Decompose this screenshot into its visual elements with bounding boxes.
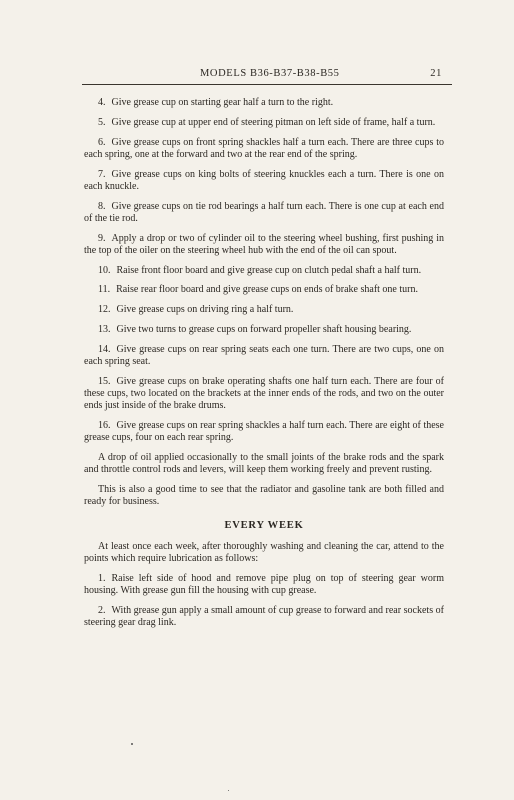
running-header	[82, 68, 452, 82]
item-number: 1.	[98, 572, 106, 584]
item-number: 15.	[98, 375, 111, 387]
list-item	[84, 137, 444, 161]
list-item	[84, 169, 444, 193]
item-text: Give grease cups on driving ring a half turn.	[116, 304, 294, 316]
item-number: 8.	[98, 200, 106, 212]
list-item	[84, 324, 444, 336]
note-oil-paragraph: A drop of oil applied occasionally to the small joints of the brake rods and the spark and throttle control rods and levers, will keep them working freely and prevent rusting.	[84, 451, 444, 476]
page-number: 21	[430, 68, 442, 79]
item-text: Give grease cups on rear spring shackles a half turn each. There are eight of these grease cups, four on each rear spring.	[84, 419, 444, 444]
item-text: With grease gun apply a small amount of cup grease to forward and rear sockets of steering gear drag link.	[84, 604, 444, 628]
paper-speck	[228, 790, 229, 791]
header-title: MODELS B36-B37-B38-B55	[200, 68, 340, 79]
list-item	[84, 304, 444, 316]
note-tanks-paragraph: This is also a good time to see that the radiator and gasoline tank are both filled and ready for business.	[84, 483, 444, 508]
item-number: 12.	[98, 304, 111, 316]
page-body	[84, 97, 444, 637]
item-number: 7.	[98, 168, 106, 180]
item-text: Raise front floor board and give grease cup on clutch pedal shaft a half turn.	[116, 264, 422, 276]
item-text: Raise left side of hood and remove pipe plug on top of steering gear worm housing. With grease gun fill the housing with cup grease.	[84, 572, 444, 596]
list-item	[84, 344, 444, 368]
item-text: Give grease cups on tie rod bearings a half turn each. There is one cup at each end of the tie rod.	[84, 200, 444, 224]
item-text: Give grease cup on starting gear half a turn to the right.	[111, 97, 334, 108]
list-item	[84, 420, 444, 444]
item-text: Apply a drop or two of cylinder oil to the steering wheel bushing, first pushing in the top of the oiler on the steering wheel hub with the end of the oil can spout.	[84, 232, 444, 256]
list-item	[84, 573, 444, 597]
list-item	[84, 233, 444, 257]
item-text: Give grease cups on front spring shackles half a turn each. There are three cups to each spring, one at the forward and two at the rear end of the spring.	[84, 136, 444, 160]
item-number: 16.	[98, 419, 111, 431]
section-heading: EVERY WEEK	[224, 520, 304, 532]
list-item	[84, 117, 444, 129]
item-number: 11.	[98, 284, 111, 296]
item-text: Give grease cups on king bolts of steering knuckles each a turn. There is one on each knuckle.	[84, 168, 444, 192]
item-number: 13.	[98, 323, 111, 335]
item-number: 9.	[98, 232, 106, 244]
item-number: 14.	[98, 343, 111, 355]
list-item	[84, 97, 444, 109]
item-text: Give grease cups on brake operating shafts one half turn each. There are four of these cups, two located on the brackets at the inner ends of the rods, and two on the outer ends just inside of the brake drums.	[84, 375, 444, 412]
item-text: Give two turns to grease cups on forward propeller shaft housing bearing.	[116, 323, 412, 335]
list-item	[84, 201, 444, 225]
list-item	[84, 284, 444, 296]
item-number: 2.	[98, 604, 106, 616]
item-text: Raise rear floor board and give grease cups on ends of brake shaft one turn.	[116, 284, 418, 296]
item-text: Give grease cups on rear spring seats each one turn. There are two cups, one on each spring seat.	[84, 343, 444, 367]
header-rule	[82, 84, 452, 85]
item-number: 10.	[98, 264, 111, 276]
item-number: 4.	[98, 97, 106, 108]
section-intro-paragraph: At least once each week, after thoroughly washing and cleaning the car, attend to the points which require lubrication as follows:	[84, 540, 444, 564]
list-item	[84, 605, 444, 629]
list-item	[84, 265, 444, 277]
item-number: 5.	[98, 116, 106, 128]
item-number: 6.	[98, 136, 106, 148]
list-item	[84, 376, 444, 413]
item-text: Give grease cup at upper end of steering pitman on left side of frame, half a turn.	[111, 116, 436, 128]
paper-speck	[131, 743, 133, 745]
